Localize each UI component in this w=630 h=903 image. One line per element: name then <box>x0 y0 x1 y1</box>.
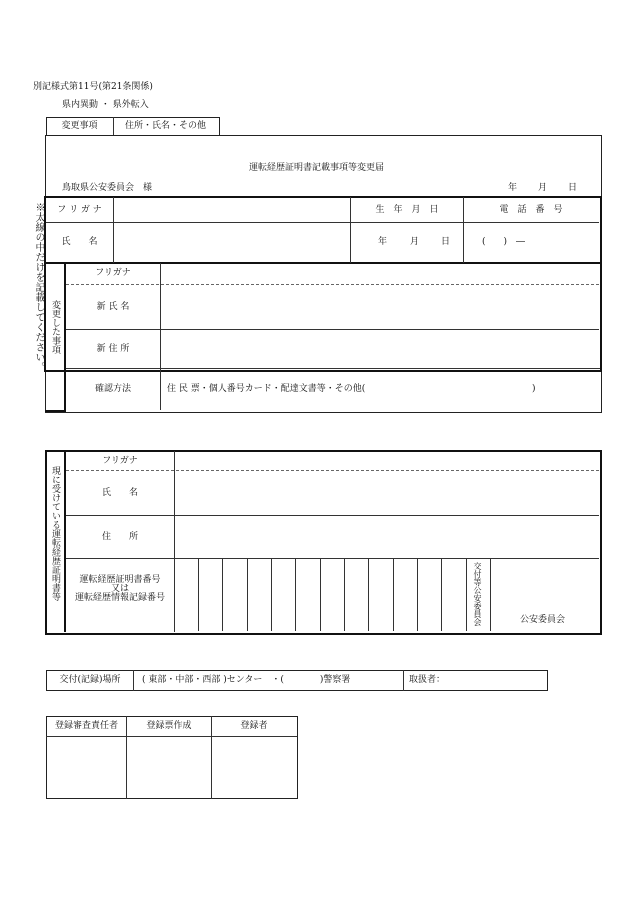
change-type-label: 変更事項 <box>61 121 98 131</box>
cert-number-label: 運転経歴証明書番号 <box>79 575 161 585</box>
form-options[interactable]: 県内異動 ・ 県外転入 <box>62 100 149 110</box>
delivery-place-label: 交付(記録)場所 <box>59 675 121 685</box>
furigana-field[interactable] <box>114 198 350 222</box>
birth-day[interactable]: 日 <box>441 237 451 247</box>
current-furigana-label: フリガナ <box>102 455 138 466</box>
current-name-field[interactable] <box>175 471 599 515</box>
new-name-label: 新 氏 名 <box>96 301 130 312</box>
confirm-method-label: 確認方法 <box>94 384 131 394</box>
issuer-suffix[interactable]: 公安委員会 <box>520 615 566 625</box>
changes-side-label: 変更した事項 <box>50 300 60 354</box>
phone-header: 電 話 番 号 <box>499 204 563 215</box>
current-furigana-field[interactable] <box>175 452 599 470</box>
form-title: 運転経歴証明書記載事項等変更届 <box>249 163 385 173</box>
new-name-field[interactable] <box>161 285 599 329</box>
registry-col-slip: 登録票作成 <box>146 721 192 731</box>
handler-label: 取扱者： <box>409 675 446 685</box>
registry-registrar-field[interactable] <box>212 737 296 797</box>
name-field[interactable] <box>114 223 350 262</box>
date-day[interactable]: 日 <box>568 183 578 193</box>
birth-year[interactable]: 年 <box>378 237 388 247</box>
new-address-field[interactable] <box>161 330 599 368</box>
issuer-label: 交付等公安委員会 <box>473 562 482 626</box>
changes-furigana-field[interactable] <box>161 263 599 284</box>
current-address-label: 住 所 <box>101 531 138 542</box>
current-side-label: 現に受けている運転経歴証明書等 <box>50 466 60 601</box>
record-number-label: 運転経歴情報記録番号 <box>74 593 165 603</box>
date-month[interactable]: 月 <box>538 183 548 193</box>
registry-col-registrar: 登録者 <box>240 721 268 731</box>
current-address-field[interactable] <box>175 516 599 558</box>
delivery-place-options[interactable]: ( 東部・中部・西部 )センター ・( )警察署 <box>142 675 351 685</box>
cert-number-or: 又は <box>110 584 129 594</box>
side-note: ※太線の中だけを記載してください。 <box>33 202 44 372</box>
name-label: 氏 名 <box>61 237 98 247</box>
registry-col-reviewer: 登録審査責任者 <box>54 721 118 731</box>
handler-field[interactable] <box>450 671 546 690</box>
phone-field[interactable]: ( ) ― <box>482 237 526 247</box>
furigana-label: フ リ ガ ナ <box>57 204 102 215</box>
birth-month[interactable]: 月 <box>410 237 420 247</box>
current-name-label: 氏 名 <box>101 487 138 498</box>
change-type-options[interactable]: 住所・氏名・その他 <box>124 121 206 131</box>
date-year[interactable]: 年 <box>508 183 518 193</box>
changes-furigana-label: フリガナ <box>95 268 131 278</box>
registry-slip-field[interactable] <box>127 737 211 797</box>
registry-reviewer-field[interactable] <box>47 737 126 797</box>
form-id: 別記様式第11号(第21条関係) <box>33 82 153 92</box>
confirm-method-close: ) <box>532 384 536 394</box>
new-address-label: 新 住 所 <box>96 343 130 354</box>
cert-number-cells[interactable] <box>175 559 466 631</box>
addressee: 鳥取県公安委員会 様 <box>62 183 153 193</box>
confirm-method-options[interactable]: 住 民 票・個人番号カード・配達文書等・その他( <box>167 384 366 394</box>
birthdate-header: 生 年 月 日 <box>375 204 439 215</box>
